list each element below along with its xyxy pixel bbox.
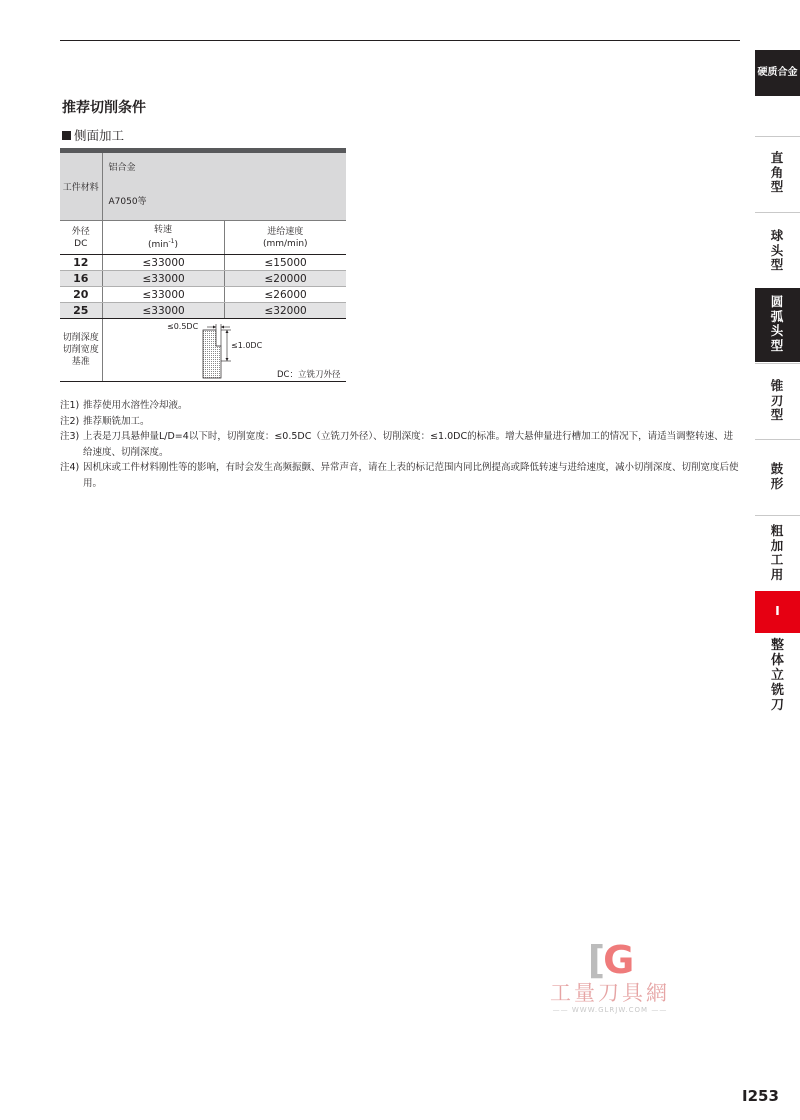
row-speed: ≤33000 (102, 271, 224, 287)
vertical-section-text: 整体立铣刀 (770, 638, 784, 713)
depth-label-line2: 切削宽度 (62, 345, 99, 355)
note-item (60, 460, 740, 491)
dc-note: DC：立铣刀外径 (276, 370, 340, 380)
header-feed-line1: 进给速度 (267, 226, 304, 237)
note-label: 注4) (60, 462, 80, 473)
tab-section-i-label: I (775, 603, 780, 618)
header-speed-sup: -1 (168, 238, 175, 245)
note-item (60, 414, 740, 430)
width-label: ≤0.5DC (166, 322, 198, 331)
note-text: 推荐顺铣加工。 (83, 415, 150, 427)
depth-dim-label: ≤1.0DC (230, 341, 262, 350)
header-speed (102, 221, 224, 255)
workpiece-shape (203, 330, 221, 378)
top-rule (60, 40, 740, 41)
material-cell (102, 153, 346, 221)
row-dc: 16 (60, 271, 102, 287)
tab-radius[interactable] (755, 288, 800, 362)
watermark-logo-icon: [G (587, 938, 633, 982)
header-speed-line2 (103, 236, 224, 251)
header-dc (60, 221, 102, 255)
row-speed: ≤33000 (102, 255, 224, 271)
notes (60, 398, 740, 491)
material-label: 工件材料 (60, 153, 102, 221)
note-text: 推荐使用水溶性冷却液。 (83, 400, 188, 411)
note-item (60, 398, 740, 414)
material-grade: A7050等 (108, 197, 147, 207)
tab-taper-label: 锥刃型 (770, 378, 784, 422)
page-number: I253 (742, 1087, 779, 1105)
row-dc: 12 (60, 255, 102, 271)
tab-taper[interactable] (755, 364, 800, 438)
row-speed: ≤33000 (102, 287, 224, 303)
header-dc-line1: 外径 (71, 226, 90, 237)
header-dc-line2: DC (74, 238, 88, 249)
note-label: 注3) (60, 431, 80, 442)
section-title: 推荐切削条件 (62, 100, 146, 116)
tab-roughing[interactable] (755, 516, 800, 590)
note-item (60, 429, 740, 460)
tab-barrel[interactable] (755, 440, 800, 514)
material-name: 铝合金 (108, 163, 136, 173)
header-speed-unit: (min (148, 240, 169, 250)
tab-barrel-label: 鼓形 (770, 461, 784, 491)
row-dc: 20 (60, 287, 102, 303)
note-label: 注2) (60, 415, 80, 427)
table-row (60, 271, 346, 287)
row-feed: ≤20000 (224, 271, 346, 287)
note-label: 注1) (60, 400, 80, 411)
header-feed-line2: (mm/min) (262, 238, 308, 249)
tab-ball[interactable] (755, 213, 800, 287)
watermark-url: —— WWW.GLRJW.COM —— (552, 1006, 668, 1014)
cutting-depth-diagram (103, 319, 347, 381)
depth-label-line1: 切削深度 (62, 333, 99, 343)
header-speed-line1: 转速 (153, 225, 172, 235)
watermark-text: 工量刀具網 (550, 981, 670, 1005)
cutting-diagram (102, 319, 346, 382)
cutting-conditions-table (60, 148, 346, 382)
table-row (60, 287, 346, 303)
sub-title (62, 126, 124, 144)
depth-label (60, 319, 102, 382)
row-feed: ≤26000 (224, 287, 346, 303)
note-text: 因机床或工件材料刚性等的影响，有时会发生高频振颤、异常声音，请在上表的标记范围内同比例提高或降低转速与进给速度，减小切削深度、切削宽度后使用。 (83, 462, 739, 489)
tab-carbide[interactable] (755, 50, 800, 96)
vertical-section-label (755, 638, 800, 713)
row-speed: ≤33000 (102, 303, 224, 319)
row-feed: ≤32000 (224, 303, 346, 319)
depth-label-line3: 基准 (71, 357, 90, 367)
sub-title-text: 侧面加工 (74, 128, 125, 143)
table-row (60, 303, 346, 319)
watermark-logo-letter: G (603, 938, 633, 982)
row-feed: ≤15000 (224, 255, 346, 271)
tab-section-i[interactable] (755, 591, 800, 633)
table-row (60, 255, 346, 271)
tab-roughing-label: 粗加工用 (770, 523, 784, 582)
note-text: 上表是刀具悬伸量L/D=4以下时，切削宽度：≤0.5DC（立铣刀外径）、切削深度：≤1.0DC的标准。增大悬伸量进行槽加工的情况下，请适当调整转速、进给速度、切削深度。 (83, 431, 734, 458)
tab-radius-label: 圆弧头型 (770, 294, 784, 353)
square-bullet-icon (62, 131, 71, 140)
tab-carbide-label: 硬质合金 (757, 67, 798, 78)
header-feed (224, 221, 346, 255)
header-speed-close: ) (174, 240, 178, 250)
tab-square[interactable] (755, 137, 800, 211)
row-dc: 25 (60, 303, 102, 319)
tab-ball-label: 球头型 (770, 228, 784, 272)
watermark (520, 940, 700, 1014)
tab-square-label: 直角型 (770, 150, 784, 194)
